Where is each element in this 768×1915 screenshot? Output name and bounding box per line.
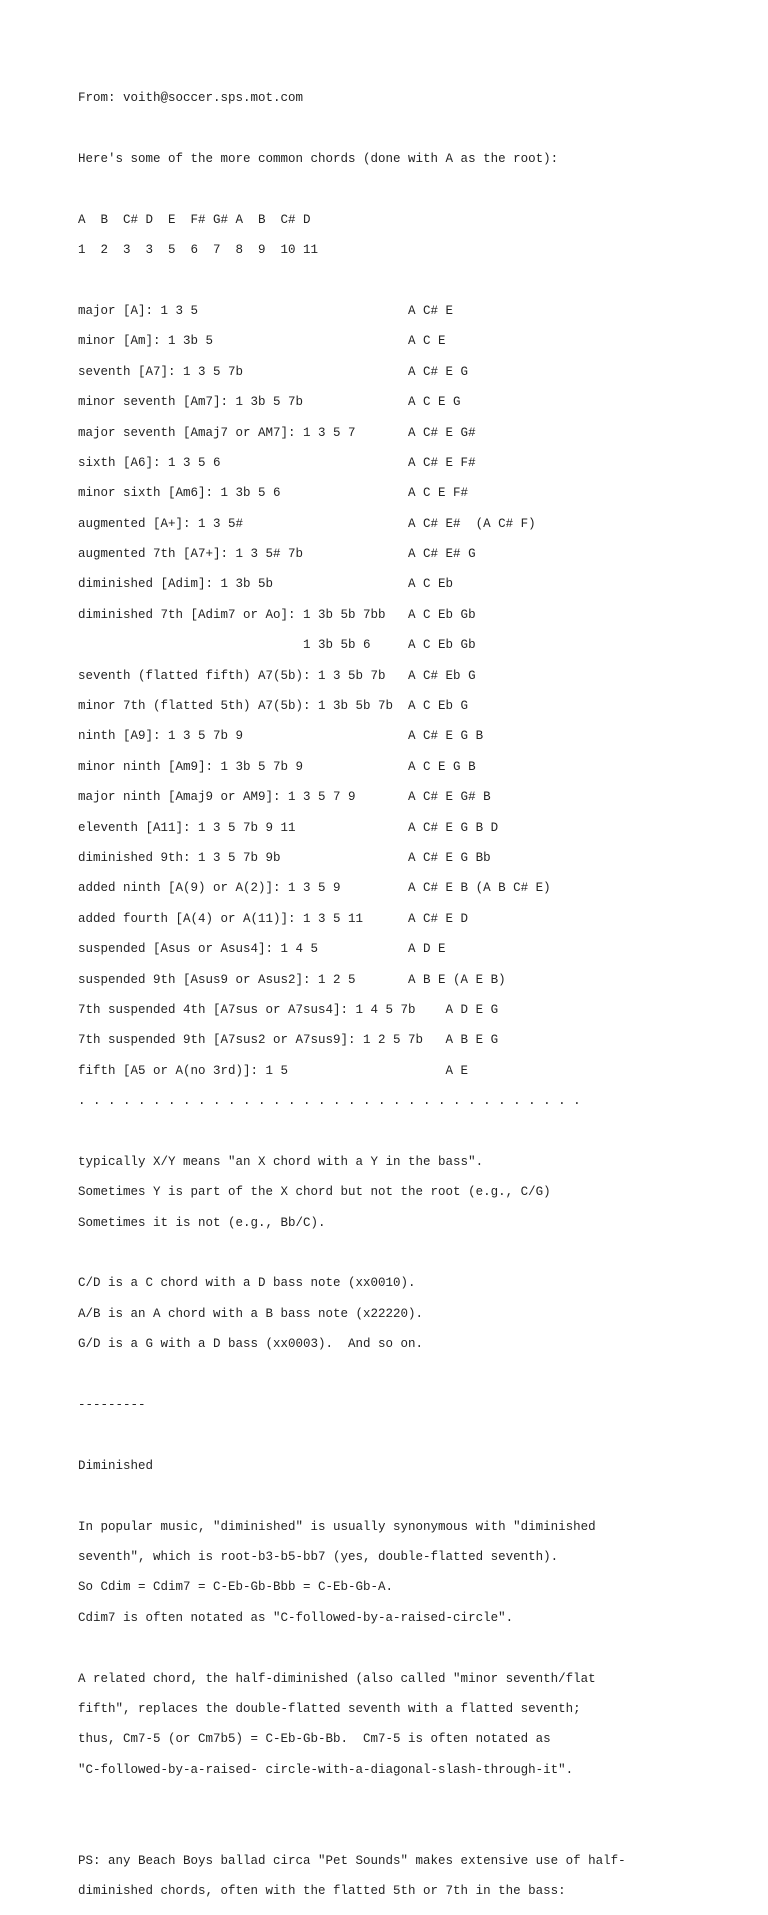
blank-line: [78, 1246, 758, 1261]
chord-row-added-ninth: added ninth [A(9) or A(2)]: 1 3 5 9 A C# E B (A B C# E): [78, 881, 551, 896]
half-diminished-paragraph-line: thus, Cm7-5 (or Cm7b5) = C-Eb-Gb-Bb. Cm7-5 is often notated as: [78, 1732, 551, 1747]
intro-line: Here's some of the more common chords (done with A as the root):: [78, 151, 559, 166]
chord-row-sixth: sixth [A6]: 1 3 5 6 A C# E F#: [78, 455, 476, 470]
chord-row-augmented: augmented [A+]: 1 3 5# A C# E# (A C# F): [78, 516, 536, 531]
chord-row-minor: minor [Am]: 1 3b 5 A C E: [78, 334, 446, 349]
chord-row-seventh-flat-fifth: seventh (flatted fifth) A7(5b): 1 3 5b 7b A C# Eb G: [78, 668, 476, 683]
slash-chord-example-line: C/D is a C chord with a D bass note (xx0010).: [78, 1276, 416, 1291]
chord-row-minor-7th-flat-5th: minor 7th (flatted 5th) A7(5b): 1 3b 5b 7b A C Eb G: [78, 699, 469, 714]
chord-row-minor-sixth: minor sixth [Am6]: 1 3b 5 6 A C E F#: [78, 486, 469, 501]
blank-line: [78, 1489, 758, 1504]
half-diminished-paragraph-line: "C-followed-by-a-raised- circle-with-a-diagonal-slash-through-it".: [78, 1762, 574, 1777]
blank-line: [78, 1428, 758, 1443]
chord-row-suspended-9th: suspended 9th [Asus9 or Asus2]: 1 2 5 A B E (A E B): [78, 972, 506, 987]
chord-row-diminished-9th: diminished 9th: 1 3 5 7b 9b A C# E G Bb: [78, 850, 491, 865]
blank-line: [78, 122, 758, 137]
chord-row-minor-ninth: minor ninth [Am9]: 1 3b 5 7b 9 A C E G B: [78, 759, 476, 774]
diminished-paragraph-line: seventh", which is root-b3-b5-bb7 (yes, double-flatted seventh).: [78, 1549, 559, 1564]
chord-row-diminished-7th: diminished 7th [Adim7 or Ao]: 1 3b 5b 7bb A C Eb Gb: [78, 607, 476, 622]
half-diminished-paragraph-line: fifth", replaces the double-flatted seventh with a flatted seventh;: [78, 1701, 581, 1716]
slash-chord-paragraph-line: Sometimes it is not (e.g., Bb/C).: [78, 1215, 326, 1230]
chord-row-major-ninth: major ninth [Amaj9 or AM9]: 1 3 5 7 9 A C# E G# B: [78, 790, 491, 805]
chord-row-augmented-7th: augmented 7th [A7+]: 1 3 5# 7b A C# E# G: [78, 547, 476, 562]
chord-row-seventh: seventh [A7]: 1 3 5 7b A C# E G: [78, 364, 469, 379]
chord-row-diminished-7th-alt: 1 3b 5b 6 A C Eb Gb: [78, 638, 476, 653]
chord-row-minor-seventh: minor seventh [Am7]: 1 3b 5 7b A C E G: [78, 395, 461, 410]
dash-divider: ---------: [78, 1398, 146, 1412]
slash-chord-paragraph-line: Sometimes Y is part of the X chord but not the root (e.g., C/G): [78, 1185, 551, 1200]
chord-row-fifth: fifth [A5 or A(no 3rd)]: 1 5 A E: [78, 1063, 469, 1078]
ps-paragraph-line: PS: any Beach Boys ballad circa "Pet Sounds" makes extensive use of half-: [78, 1853, 626, 1868]
blank-line: [78, 274, 758, 289]
chord-row-major: major [A]: 1 3 5 A C# E: [78, 303, 454, 318]
note-names-row: A B C# D E F# G# A B C# D: [78, 212, 311, 227]
blank-line: [78, 1124, 758, 1139]
diminished-paragraph-line: So Cdim = Cdim7 = C-Eb-Gb-Bbb = C-Eb-Gb-A.: [78, 1580, 394, 1595]
slash-chord-example-line: G/D is a G with a D bass (xx0003). And so on.: [78, 1337, 424, 1352]
from-line: From: voith@soccer.sps.mot.com: [78, 91, 304, 106]
chord-row-ninth: ninth [A9]: 1 3 5 7b 9 A C# E G B: [78, 729, 484, 744]
section-heading-diminished: Diminished: [78, 1458, 154, 1473]
document-text: [78, 76, 758, 1915]
chord-row-7th-suspended-4th: 7th suspended 4th [A7sus or A7sus4]: 1 4 5 7b A D E G: [78, 1002, 499, 1017]
blank-line: [78, 1823, 758, 1838]
diminished-paragraph-line: In popular music, "diminished" is usually synonymous with "diminished: [78, 1519, 596, 1534]
dotted-divider: . . . . . . . . . . . . . . . . . . . . . . . . . . . . . . . . . .: [78, 1094, 581, 1109]
slash-chord-paragraph-line: typically X/Y means "an X chord with a Y in the bass".: [78, 1154, 484, 1169]
chord-row-major-seventh: major seventh [Amaj7 or AM7]: 1 3 5 7 A C# E G#: [78, 425, 476, 440]
degree-numbers-row: 1 2 3 3 5 6 7 8 9 10 11: [78, 243, 319, 258]
blank-line: [78, 1368, 758, 1383]
chord-row-added-fourth: added fourth [A(4) or A(11)]: 1 3 5 11 A C# E D: [78, 911, 469, 926]
ps-paragraph-line: diminished chords, often with the flatted 5th or 7th in the bass:: [78, 1884, 566, 1899]
chord-row-diminished: diminished [Adim]: 1 3b 5b A C Eb: [78, 577, 454, 592]
blank-line: [78, 1793, 758, 1808]
chord-row-eleventh: eleventh [A11]: 1 3 5 7b 9 11 A C# E G B D: [78, 820, 499, 835]
slash-chord-example-line: A/B is an A chord with a B bass note (x22220).: [78, 1306, 424, 1321]
diminished-paragraph-line: Cdim7 is often notated as "C-followed-by-a-raised-circle".: [78, 1610, 514, 1625]
half-diminished-paragraph-line: A related chord, the half-diminished (also called "minor seventh/flat: [78, 1671, 596, 1686]
chord-row-7th-suspended-9th: 7th suspended 9th [A7sus2 or A7sus9]: 1 2 5 7b A B E G: [78, 1033, 499, 1048]
blank-line: [78, 1641, 758, 1656]
blank-line: [78, 182, 758, 197]
chord-row-suspended: suspended [Asus or Asus4]: 1 4 5 A D E: [78, 942, 446, 957]
